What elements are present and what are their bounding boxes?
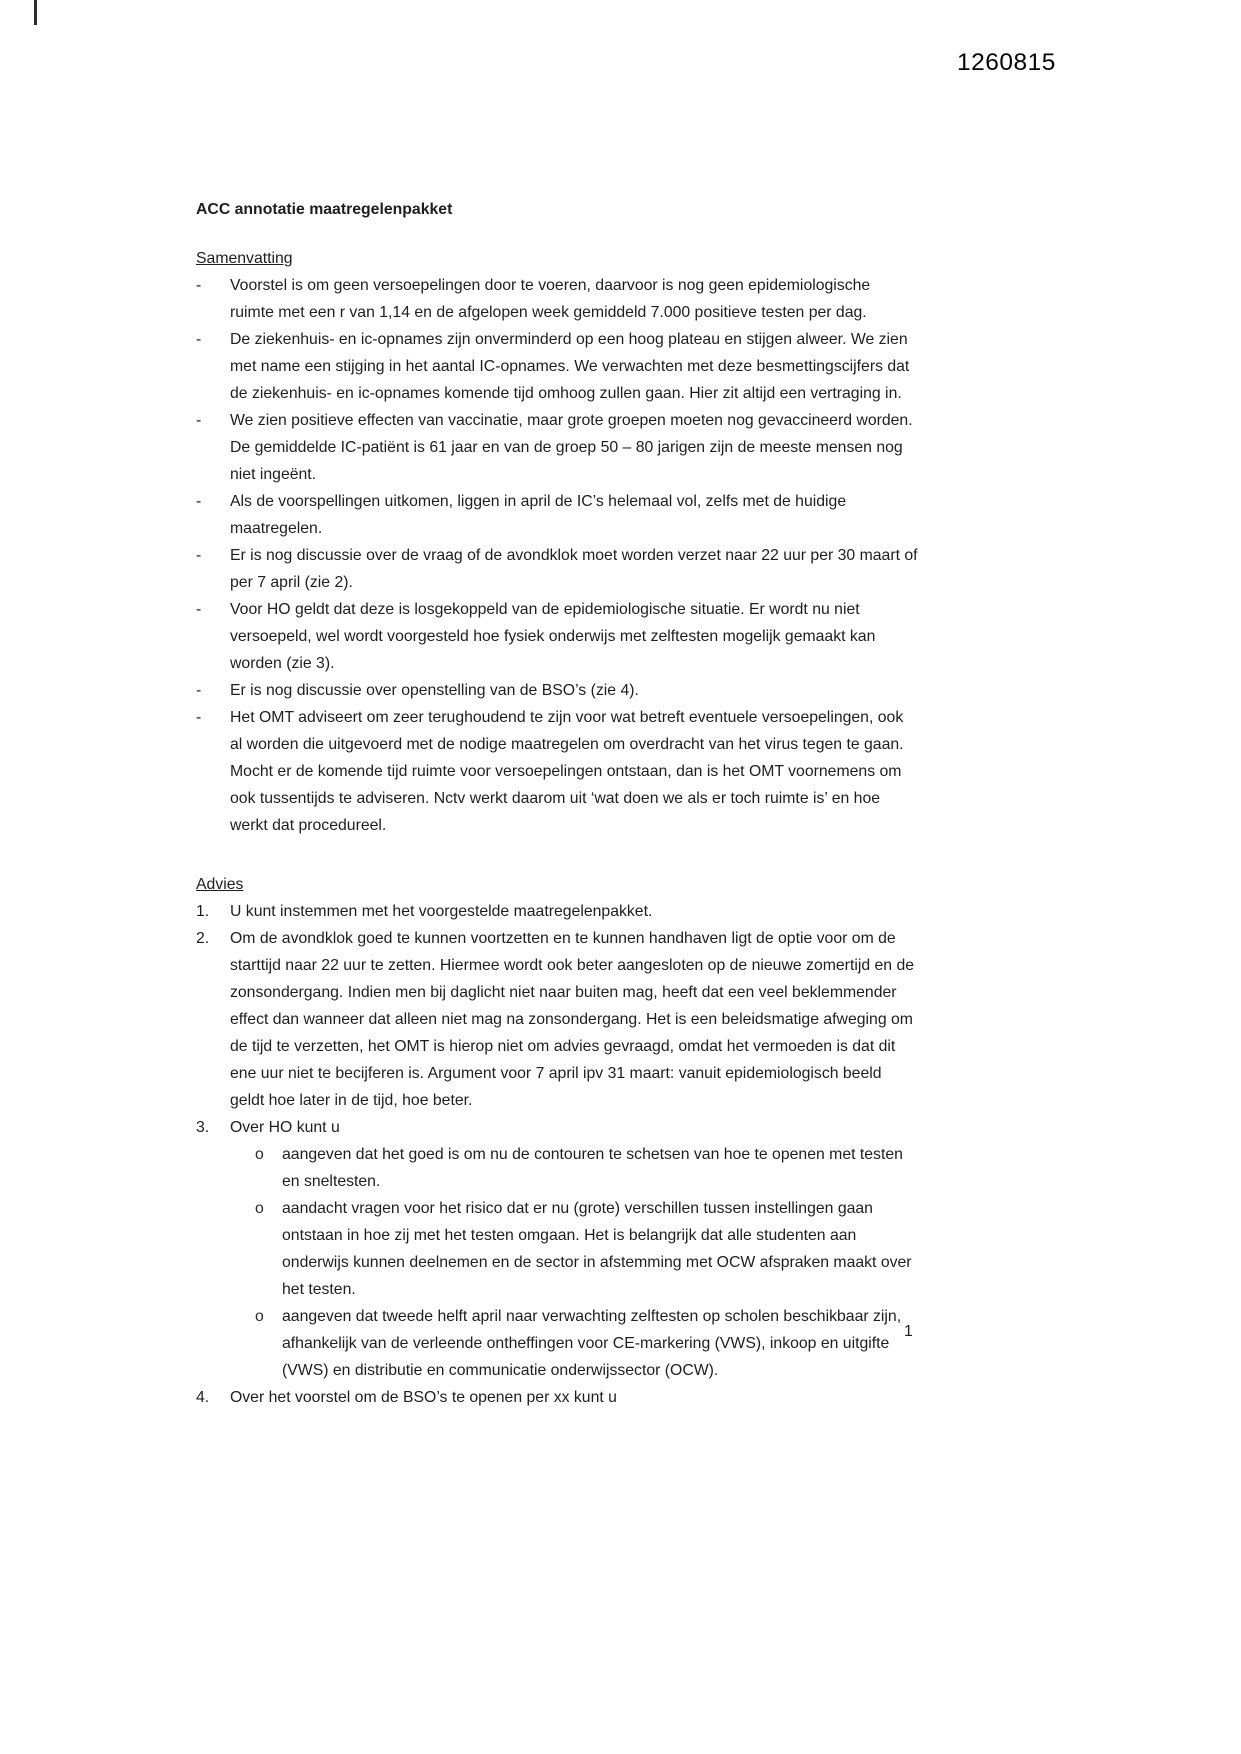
list-item <box>196 407 918 488</box>
section-heading-advies: Advies <box>196 876 244 893</box>
item-number: 1. <box>196 903 210 920</box>
numbered-item <box>196 1114 918 1384</box>
section-samenvatting <box>196 245 918 839</box>
numbered-item <box>196 898 918 925</box>
bullet-marker: - <box>196 547 202 564</box>
sub-item-text: aangeven dat tweede helft april naar verwachting zelftesten op scholen beschikbaar zijn, afhankelijk van de verleende ontheffingen voor CE-markering (VWS), inkoop en uitgifte (VWS) en distributie en communicatie onderwijssector (OCW). <box>282 1308 902 1379</box>
list-item <box>196 542 918 596</box>
item-body <box>230 1114 918 1384</box>
bullet-marker: - <box>196 331 202 348</box>
bullet-text: Er is nog discussie over openstelling van de BSO’s (zie 4). <box>230 682 639 699</box>
samenvatting-list <box>196 272 918 839</box>
list-item <box>196 488 918 542</box>
advies-list <box>196 898 918 1411</box>
item-number: 3. <box>196 1119 210 1136</box>
sub-list-item <box>230 1141 918 1195</box>
item-text: U kunt instemmen met het voorgestelde maatregelenpakket. <box>230 903 653 920</box>
item-text: Over het voorstel om de BSO’s te openen per xx kunt u <box>230 1389 617 1406</box>
scan-artifact <box>34 0 37 25</box>
circle-bullet-marker: o <box>255 1200 264 1217</box>
list-item <box>196 326 918 407</box>
page-number: 1 <box>904 1323 913 1340</box>
bullet-marker: - <box>196 601 202 618</box>
list-item <box>196 272 918 326</box>
item-text: Over HO kunt u <box>230 1119 340 1136</box>
sub-list-item <box>230 1303 918 1384</box>
document-number: 1260815 <box>957 49 1056 76</box>
item-number: 4. <box>196 1389 210 1406</box>
sub-item-text: aandacht vragen voor het risico dat er nu (grote) verschillen tussen instellingen gaan ontstaan in hoe zij met het testen omgaan. Het is belangrijk dat alle studenten aan onderwijs kunnen deelnemen en de sector in afstemming met OCW afspraken maakt over het testen. <box>282 1200 912 1298</box>
bullet-text: De ziekenhuis- en ic-opnames zijn onverminderd op een hoog plateau en stijgen alweer. We zien met name een stijging in het aantal IC-opnames. We verwachten met deze besmettingscijfers dat de ziekenhuis- en ic-opnames komende tijd omhoog zullen gaan. Hier zit altijd een vertraging in. <box>230 331 910 402</box>
bullet-marker: - <box>196 277 202 294</box>
section-advies <box>196 871 918 1411</box>
bullet-marker: - <box>196 493 202 510</box>
bullet-marker: - <box>196 682 202 699</box>
list-item <box>196 677 918 704</box>
circle-bullet-marker: o <box>255 1308 264 1325</box>
bullet-text: Voor HO geldt dat deze is losgekoppeld van de epidemiologische situatie. Er wordt nu niet versoepeld, wel wordt voorgesteld hoe fysiek onderwijs met zelftesten mogelijk gemaakt kan worden (zie 3). <box>230 601 876 672</box>
bullet-text: We zien positieve effecten van vaccinatie, maar grote groepen moeten nog gevaccineerd worden. De gemiddelde IC-patiënt is 61 jaar en van de groep 50 – 80 jarigen zijn de meeste mensen nog niet ingeënt. <box>230 412 913 483</box>
circle-bullet-marker: o <box>255 1146 264 1163</box>
sub-item-text: aangeven dat het goed is om nu de contouren te schetsen van hoe te openen met testen en sneltesten. <box>282 1146 903 1190</box>
sub-list-item <box>230 1195 918 1303</box>
list-item <box>196 704 918 839</box>
bullet-marker: - <box>196 412 202 429</box>
bullet-text: Voorstel is om geen versoepelingen door te voeren, daarvoor is nog geen epidemiologische ruimte met een r van 1,14 en de afgelopen week gemiddeld 7.000 positieve testen per dag. <box>230 277 871 321</box>
document-content <box>196 196 918 1411</box>
section-heading-samenvatting: Samenvatting <box>196 250 293 267</box>
bullet-text: Het OMT adviseert om zeer terughoudend te zijn voor wat betreft eventuele versoepelingen, ook al worden die uitgevoerd met de nodige maatregelen om overdracht van het virus tegen te gaan. Mocht er de komende tijd ruimte voor versoepelingen ontstaan, dan is het OMT voornemens om ook tussentijds te adviseren. Nctv werkt daarom uit ‘wat doen we als er toch ruimte is’ en hoe werkt dat procedureel. <box>230 709 904 834</box>
numbered-item <box>196 1384 918 1411</box>
list-item <box>196 596 918 677</box>
bullet-marker: - <box>196 709 202 726</box>
bullet-text: Er is nog discussie over de vraag of de avondklok moet worden verzet naar 22 uur per 30 maart of per 7 april (zie 2). <box>230 547 918 591</box>
bullet-text: Als de voorspellingen uitkomen, liggen in april de IC’s helemaal vol, zelfs met de huidige maatregelen. <box>230 493 847 537</box>
item-text: Om de avondklok goed te kunnen voortzetten en te kunnen handhaven ligt de optie voor om de starttijd naar 22 uur te zetten. Hiermee wordt ook beter aangesloten op de nieuwe zomertijd en de zonsondergang. Indien men bij daglicht niet naar buiten mag, heeft dat een veel beklemmender effect dan wanneer dat alleen niet mag na zonsondergang. Het is een beleidsmatige afweging om de tijd te verzetten, het OMT is hierop niet om advies gevraagd, omdat het vermoeden is dat dit ene uur niet te becijferen is. Argument voor 7 april ipv 31 maart: vanuit epidemiologisch beeld geldt hoe later in de tijd, hoe beter. <box>230 930 915 1109</box>
item-number: 2. <box>196 930 210 947</box>
numbered-item <box>196 925 918 1114</box>
document-title: ACC annotatie maatregelenpakket <box>196 201 453 218</box>
